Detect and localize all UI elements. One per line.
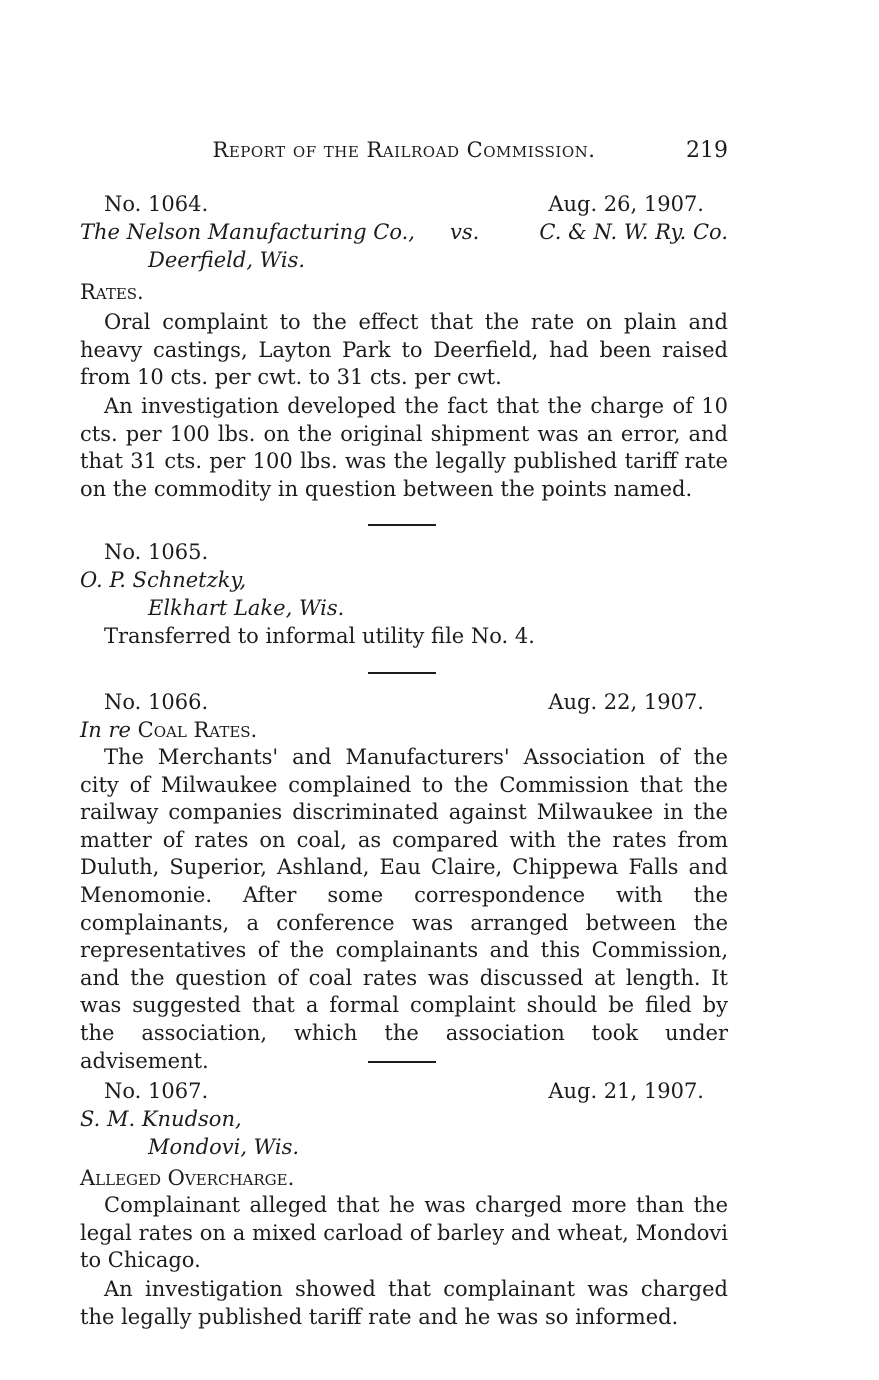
case-heading: Coal Rates. — [137, 718, 258, 742]
case-1065-number-row — [80, 538, 728, 566]
case-number: No. 1067. — [104, 1079, 209, 1103]
case-number: No. 1064. — [104, 192, 209, 216]
case-1065-location — [80, 594, 728, 622]
page-number: 219 — [686, 138, 728, 163]
case-1067-paragraph-1: Complainant alleged that he was charged more than the legal rates on a mixed carload of barley and wheat, Mondovi to Chicago. — [80, 1193, 728, 1273]
case-1065-paragraph-1 — [80, 622, 728, 650]
case-date: Aug. 22, 1907. — [548, 690, 704, 714]
case-1067-complainant: S. M. Knudson, — [80, 1107, 242, 1131]
complainant-location: Mondovi, Wis. — [148, 1135, 300, 1159]
disposition-text: Transferred to informal utility file No. 4. — [104, 624, 535, 648]
case-number: No. 1066. — [104, 690, 209, 714]
case-number: No. 1065. — [104, 540, 209, 564]
complainant-location: Deerfield, Wis. — [148, 248, 306, 272]
complainant-name: The Nelson Manufacturing Co., — [80, 220, 415, 244]
running-header — [80, 138, 728, 168]
case-date: Aug. 26, 1907. — [548, 192, 704, 216]
case-1064-location — [80, 246, 728, 274]
running-title: Report of the Railroad Commission. — [212, 138, 596, 162]
section-divider — [368, 1061, 436, 1063]
case-1067-number-row — [80, 1077, 728, 1105]
case-1065-complainant: O. P. Schnetzky, — [80, 568, 247, 592]
in-re-label: In re — [80, 718, 131, 742]
case-1064-heading: Rates. — [80, 280, 144, 304]
case-1064-paragraph-2: An investigation developed the fact that the charge of 10 cts. per 100 lbs. on the original shipment was an error, and that 31 cts. per 100 lbs. was the legally published tariff rate on the commodity in question between the points named. — [80, 394, 728, 501]
case-date: Aug. 21, 1907. — [548, 1079, 704, 1103]
case-1067-location — [80, 1133, 728, 1161]
complainant-location: Elkhart Lake, Wis. — [148, 596, 345, 620]
case-1066-number-row — [80, 688, 728, 716]
case-1064-parties-row — [80, 218, 728, 246]
defendant-name: C. & N. W. Ry. Co. — [539, 220, 728, 244]
case-1067-paragraph-2: An investigation showed that complainant was charged the legally published tariff rate and he was so informed. — [80, 1277, 728, 1329]
case-1064-number-row — [80, 190, 728, 218]
case-1066-paragraph-1: The Merchants' and Manufacturers' Association of the city of Milwaukee complained to the Commission that the railway companies discriminated against Milwaukee in the matter of rates on coal, as compared with the rates from Duluth, Superior, Ashland, Eau Claire, Chippewa Falls and Menomonie. After some correspondence with the complainants, a conference was arranged between the representatives of the complainants and this Commission, and the question of coal rates was discussed at length. It was suggested that a formal complaint should be filed by the association, which the association took under advisement. — [80, 745, 728, 1073]
section-divider — [368, 672, 436, 674]
case-1066-heading-row — [80, 716, 728, 744]
versus: vs. — [450, 220, 480, 244]
case-1067-heading: Alleged Overcharge. — [80, 1166, 295, 1190]
section-divider — [368, 524, 436, 526]
case-1064-paragraph-1: Oral complaint to the effect that the rate on plain and heavy castings, Layton Park to Deerfield, had been raised from 10 cts. per cwt. to 31 cts. per cwt. — [80, 310, 728, 390]
